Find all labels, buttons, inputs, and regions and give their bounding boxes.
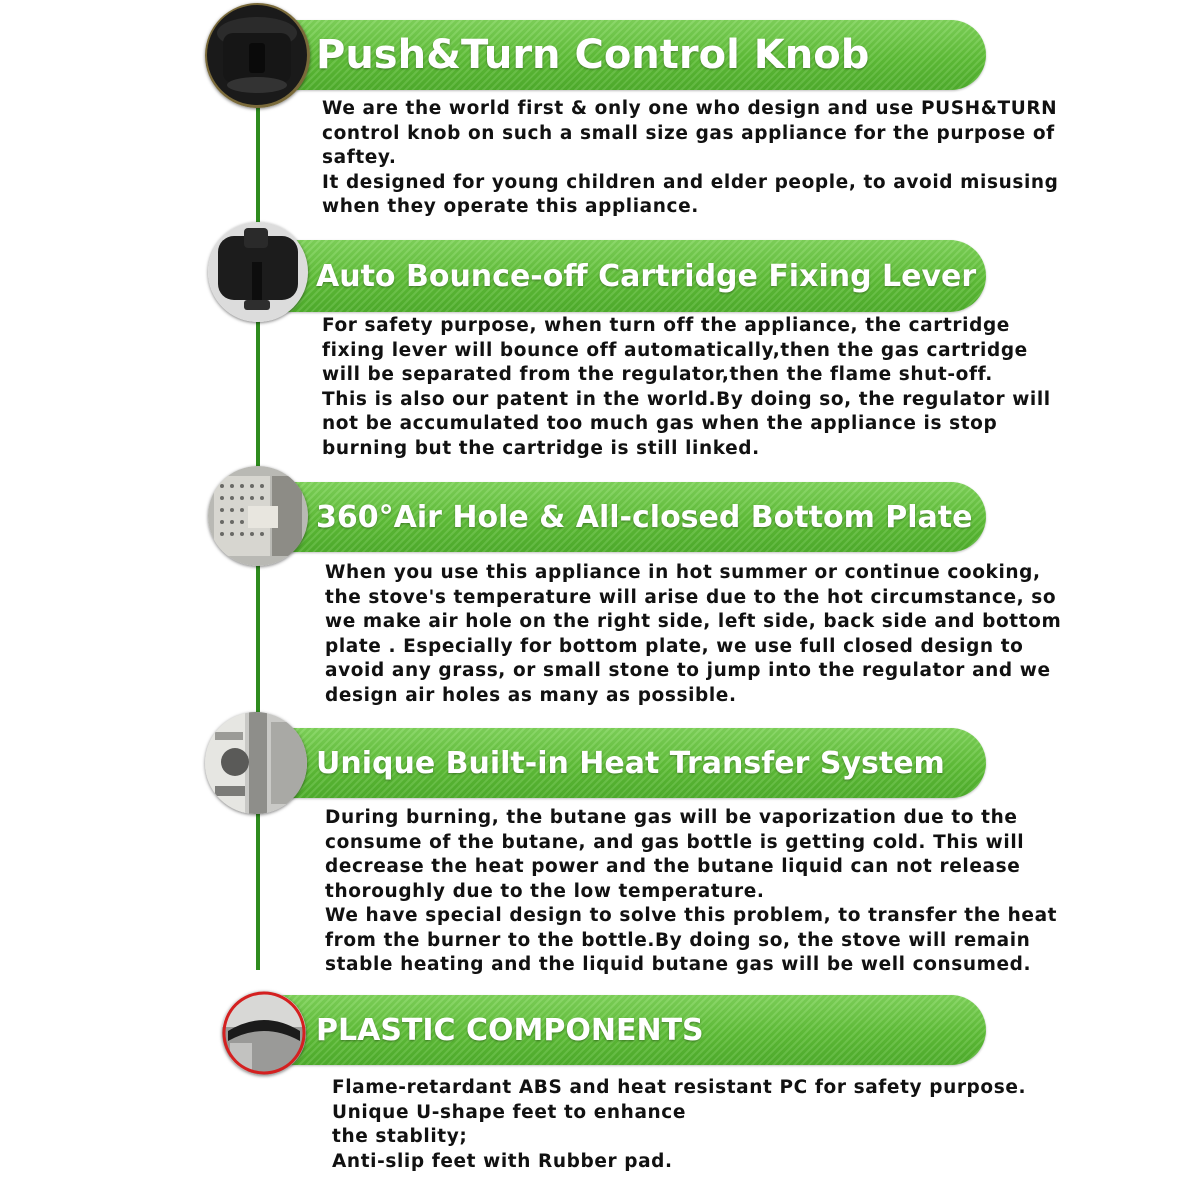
- description-line: avoid any grass, or small stone to jump into the regulator and we: [325, 660, 1051, 681]
- plastic-feet-icon: [222, 991, 306, 1075]
- description-line: not be accumulated too much gas when the appliance is stop: [322, 413, 998, 434]
- description-line: This is also our patent in the world.By doing so, the regulator will: [322, 388, 1051, 410]
- description-line: plate . Especially for bottom plate, we use full closed design to: [325, 635, 1024, 657]
- description-line: Flame-retardant ABS and heat resistant PC for safety purpose.: [332, 1077, 1027, 1098]
- section-description: [332, 1076, 1026, 1174]
- description-line: During burning, the butane gas will be vaporization due to the: [325, 807, 1018, 828]
- description-line: design air holes as many as possible.: [325, 684, 737, 706]
- description-line: from the burner to the bottle.By doing so, the stove will remain: [325, 929, 1031, 951]
- heat-transfer-icon: [205, 712, 307, 814]
- section-title-banner: [276, 728, 986, 798]
- description-line: consume of the butane, and gas bottle is getting cold. This will: [325, 831, 1025, 853]
- section-title-banner: [276, 20, 986, 90]
- section-title-banner: [276, 240, 986, 312]
- description-line: fixing lever will bounce off automatically,then the gas cartridge: [322, 339, 1028, 361]
- section-title: 360°Air Hole & All-closed Bottom Plate: [316, 499, 973, 535]
- description-line: stable heating and the liquid butane gas will be well consumed.: [325, 954, 1032, 975]
- section-description: [325, 806, 1057, 978]
- description-line: We have special design to solve this problem, to transfer the heat: [325, 905, 1058, 926]
- air-hole-plate-icon: [208, 466, 308, 566]
- description-line: control knob on such a small size gas appliance for the purpose of: [322, 122, 1055, 144]
- section-title: Push&Turn Control Knob: [316, 32, 870, 78]
- description-line: we make air hole on the right side, left side, back side and bottom: [325, 611, 1062, 632]
- description-line: the stablity;: [332, 1126, 468, 1147]
- section-description: [325, 561, 1061, 708]
- knob-icon: [205, 3, 310, 108]
- description-line: Unique U-shape feet to enhance: [332, 1101, 687, 1123]
- section-title-banner: [276, 482, 986, 552]
- description-line: the stove's temperature will arise due to the hot circumstance, so: [325, 586, 1057, 608]
- section-description: [322, 314, 1051, 461]
- description-line: We are the world first & only one who design and use PUSH&TURN: [322, 98, 1058, 119]
- description-line: decrease the heat power and the butane liquid can not release: [325, 856, 1021, 877]
- description-line: For safety purpose, when turn off the appliance, the cartridge: [322, 315, 1010, 336]
- description-line: When you use this appliance in hot summer or continue cooking,: [325, 562, 1041, 583]
- description-line: thoroughly due to the low temperature.: [325, 880, 765, 902]
- description-line: when they operate this appliance.: [322, 196, 699, 217]
- description-line: burning but the cartridge is still linked.: [322, 437, 760, 459]
- description-line: It designed for young children and elder people, to avoid misusing: [322, 171, 1059, 193]
- section-title: Auto Bounce-off Cartridge Fixing Lever: [316, 258, 977, 294]
- section-title-banner: [276, 995, 986, 1065]
- section-title: PLASTIC COMPONENTS: [316, 1012, 704, 1048]
- description-line: Anti-slip feet with Rubber pad.: [332, 1150, 673, 1172]
- description-line: saftey.: [322, 147, 397, 168]
- section-title: Unique Built-in Heat Transfer System: [316, 745, 945, 781]
- lever-icon: [208, 222, 308, 322]
- section-description: [322, 97, 1059, 220]
- description-line: will be separated from the regulator,then the flame shut-off.: [322, 364, 993, 385]
